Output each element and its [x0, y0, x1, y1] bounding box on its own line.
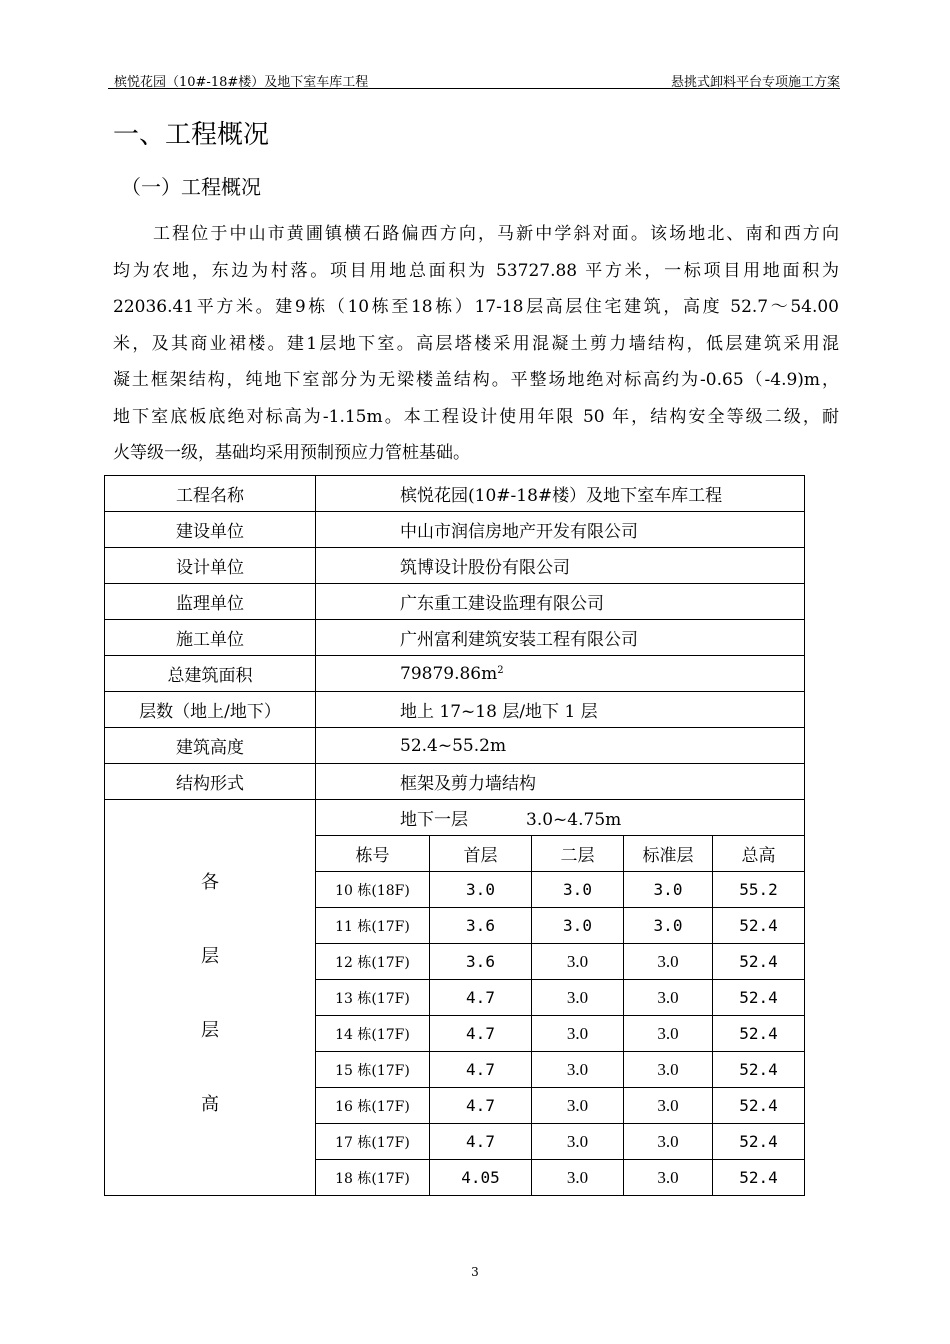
basement-row	[316, 800, 805, 836]
first-floor-cell: 3.6	[430, 944, 532, 980]
info-value: 筑博设计股份有限公司	[316, 548, 805, 584]
first-floor-cell: 4.7	[430, 1124, 532, 1160]
table-row	[105, 584, 805, 620]
first-floor-cell: 4.05	[430, 1160, 532, 1196]
total-height-cell: 52.4	[713, 1088, 805, 1124]
info-value: 广州富利建筑安装工程有限公司	[316, 620, 805, 656]
overview-paragraph	[113, 216, 839, 472]
info-value: 中山市润信房地产开发有限公司	[316, 512, 805, 548]
building-cell: 14 栋(17F)	[316, 1016, 430, 1052]
second-floor-cell: 3.0	[532, 1124, 624, 1160]
info-value: 框架及剪力墙结构	[316, 764, 805, 800]
total-height-cell: 55.2	[713, 872, 805, 908]
first-floor-cell: 4.7	[430, 1052, 532, 1088]
info-label: 建设单位	[105, 512, 316, 548]
subsection-title: （一）工程概况	[121, 175, 261, 199]
paragraph-line: 工程位于中山市黄圃镇横石路偏西方向，马新中学斜对面。该场地北、南和西方向	[153, 224, 839, 244]
total-height-cell: 52.4	[713, 1052, 805, 1088]
info-label: 设计单位	[105, 548, 316, 584]
total-height-cell: 52.4	[713, 980, 805, 1016]
total-height-cell: 52.4	[713, 1160, 805, 1196]
table-row	[105, 512, 805, 548]
second-floor-cell: 3.0	[532, 1088, 624, 1124]
column-header: 首层	[430, 836, 532, 872]
info-value-area	[316, 656, 805, 692]
paragraph-line: 火等级一级，基础均采用预制预应力管桩基础。	[113, 443, 470, 463]
paragraph-line: 地下室底板底绝对标高为-1.15m。本工程设计使用年限 50 年，结构安全等级二级，耐	[113, 406, 839, 427]
page-number: 3	[471, 1265, 479, 1279]
basement-label: 地下一层	[400, 810, 468, 830]
section-title: 一、工程概况	[113, 120, 270, 150]
standard-floor-cell: 3.0	[624, 1088, 713, 1124]
standard-floor-cell: 3.0	[624, 1016, 713, 1052]
second-floor-cell: 3.0	[532, 872, 624, 908]
first-floor-cell: 4.7	[430, 980, 532, 1016]
total-height-cell: 52.4	[713, 944, 805, 980]
page-header	[108, 68, 840, 89]
total-height-cell: 52.4	[713, 1016, 805, 1052]
area-unit-superscript: 2	[497, 664, 504, 676]
info-label: 层数（地上/地下）	[105, 692, 316, 728]
standard-floor-cell: 3.0	[624, 944, 713, 980]
table-row	[105, 800, 805, 836]
label-char: 层	[201, 946, 219, 967]
info-value: 52.4~55.2m	[316, 728, 805, 764]
project-info-table	[104, 475, 805, 1196]
first-floor-cell: 4.7	[430, 1016, 532, 1052]
info-label: 监理单位	[105, 584, 316, 620]
label-char: 高	[201, 1094, 219, 1115]
info-label: 总建筑面积	[105, 656, 316, 692]
paragraph-line: 22036.41平方米。建9栋（10栋至18栋）17-18层高层住宅建筑，高度 52.7～54.00	[113, 297, 839, 317]
building-cell: 17 栋(17F)	[316, 1124, 430, 1160]
table-row	[105, 476, 805, 512]
standard-floor-cell: 3.0	[624, 872, 713, 908]
building-cell: 11 栋(17F)	[316, 908, 430, 944]
second-floor-cell: 3.0	[532, 908, 624, 944]
table-row	[105, 764, 805, 800]
total-area-value: 79879.86m	[400, 663, 498, 684]
table-row	[105, 620, 805, 656]
header-document-title: 悬挑式卸料平台专项施工方案	[670, 75, 840, 90]
table-row	[105, 728, 805, 764]
paragraph-line: 凝土框架结构，纯地下室部分为无梁楼盖结构。平整场地绝对标高约为-0.65（-4.9)m，	[113, 370, 839, 390]
column-header: 标准层	[624, 836, 713, 872]
building-cell: 12 栋(17F)	[316, 944, 430, 980]
column-header: 二层	[532, 836, 624, 872]
info-label: 建筑高度	[105, 728, 316, 764]
building-cell: 13 栋(17F)	[316, 980, 430, 1016]
standard-floor-cell: 3.0	[624, 1052, 713, 1088]
total-height-cell: 52.4	[713, 908, 805, 944]
first-floor-cell: 4.7	[430, 1088, 532, 1124]
header-project-name: 槟悦花园（10#-18#楼）及地下室车库工程	[114, 75, 369, 90]
standard-floor-cell: 3.0	[624, 908, 713, 944]
standard-floor-cell: 3.0	[624, 980, 713, 1016]
building-cell: 15 栋(17F)	[316, 1052, 430, 1088]
building-cell: 16 栋(17F)	[316, 1088, 430, 1124]
standard-floor-cell: 3.0	[624, 1160, 713, 1196]
info-value: 槟悦花园(10#-18#楼）及地下室车库工程	[316, 476, 805, 512]
first-floor-cell: 3.6	[430, 908, 532, 944]
table-row	[105, 692, 805, 728]
floor-heights-label	[105, 800, 316, 1196]
paragraph-line: 米，及其商业裙楼。建1层地下室。高层塔楼采用混凝土剪力墙结构，低层建筑采用混	[113, 333, 839, 354]
table-row	[105, 656, 805, 692]
standard-floor-cell: 3.0	[624, 1124, 713, 1160]
building-cell: 18 栋(17F)	[316, 1160, 430, 1196]
info-label: 结构形式	[105, 764, 316, 800]
column-header: 栋号	[316, 836, 430, 872]
info-label: 工程名称	[105, 476, 316, 512]
building-cell: 10 栋(18F)	[316, 872, 430, 908]
total-height-cell: 52.4	[713, 1124, 805, 1160]
label-char: 层	[201, 1020, 219, 1041]
first-floor-cell: 3.0	[430, 872, 532, 908]
second-floor-cell: 3.0	[532, 1052, 624, 1088]
info-value: 广东重工建设监理有限公司	[316, 584, 805, 620]
second-floor-cell: 3.0	[532, 1016, 624, 1052]
second-floor-cell: 3.0	[532, 980, 624, 1016]
paragraph-line: 均为农地，东边为村落。项目用地总面积为 53727.88 平方米，一标项目用地面积为	[113, 260, 839, 281]
info-value: 地上 17~18 层/地下 1 层	[316, 692, 805, 728]
info-label: 施工单位	[105, 620, 316, 656]
column-header: 总高	[713, 836, 805, 872]
label-char: 各	[201, 872, 219, 893]
second-floor-cell: 3.0	[532, 1160, 624, 1196]
table-row	[105, 548, 805, 584]
basement-value: 3.0~4.75m	[526, 810, 622, 830]
second-floor-cell: 3.0	[532, 944, 624, 980]
